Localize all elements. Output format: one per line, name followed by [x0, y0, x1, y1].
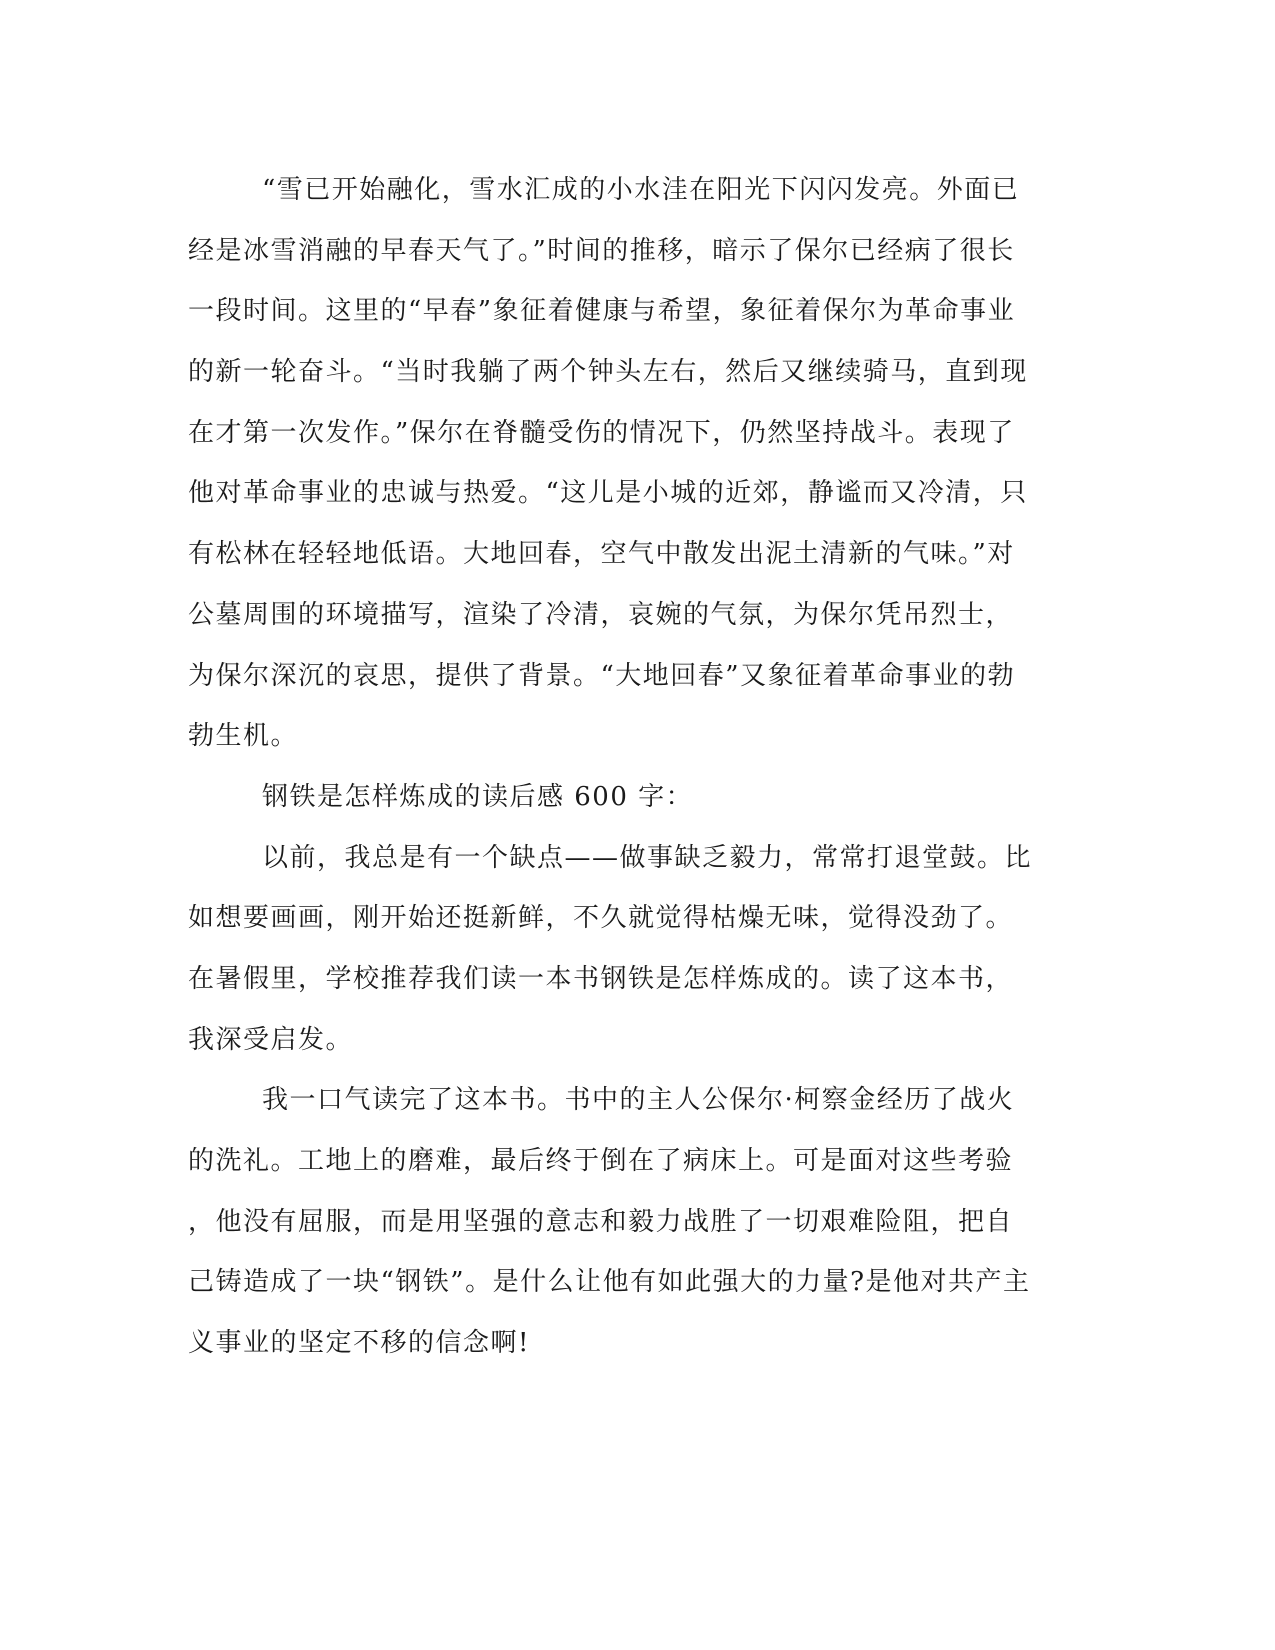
body-text — [188, 160, 1068, 1374]
text-line: 我一口气读完了这本书。书中的主人公保尔·柯察金经历了战火 — [262, 1085, 1015, 1116]
text-line: “雪已开始融化，雪水汇成的小水洼在阳光下闪闪发亮。外面已 — [262, 175, 1020, 205]
text-line: 如想要画画，刚开始还挺新鲜，不久就觉得枯燥无味，觉得没劲了。 — [188, 903, 1014, 934]
text-line: ，他没有屈服，而是用坚强的意志和毅力战胜了一切艰难险阻，把自 — [188, 1206, 1014, 1237]
text-line: 有松林在轻轻地低语。大地回春，空气中散发出泥土清新的气味。”对 — [188, 539, 1015, 570]
text-line: 以前，我总是有一个缺点——做事缺乏毅力，常常打退堂鼓。比 — [262, 842, 1033, 873]
text-line: 公墓周围的环境描写，渲染了冷清，哀婉的气氛，为保尔凭吊烈士， — [188, 599, 1014, 630]
text-line: 为保尔深沉的哀思，提供了背景。“大地回春”又象征着革命事业的勃 — [188, 660, 1016, 691]
text-line: 勃生机。 — [188, 721, 299, 752]
text-line: 我深受启发。 — [188, 1024, 354, 1055]
text-line: 他对革命事业的忠诚与热爱。“这儿是小城的近郊，静谧而又冷清，只 — [188, 478, 1028, 509]
text-line: 在才第一次发作。”保尔在脊髓受伤的情况下，仍然坚持战斗。表现了 — [188, 417, 1015, 448]
text-line: 义事业的坚定不移的信念啊! — [188, 1328, 530, 1359]
text-line: 的新一轮奋斗。“当时我躺了两个钟头左右，然后又继续骑马，直到现 — [188, 357, 1028, 388]
text-line: 在暑假里，学校推荐我们读一本书钢铁是怎样炼成的。读了这本书， — [188, 963, 1014, 994]
text-line: 己铸造成了一块“钢铁”。是什么让他有如此强大的力量?是他对共产主 — [188, 1267, 1031, 1298]
text-line: 经是冰雪消融的早春天气了。”时间的推移，暗示了保尔已经病了很长 — [188, 235, 1015, 266]
text-line: 钢铁是怎样炼成的读后感 600 字： — [262, 781, 694, 812]
text-line: 的洗礼。工地上的磨难，最后终于倒在了病床上。可是面对这些考验 — [188, 1146, 1014, 1176]
text-line: 一段时间。这里的“早春”象征着健康与希望，象征着保尔为革命事业 — [188, 296, 1016, 327]
